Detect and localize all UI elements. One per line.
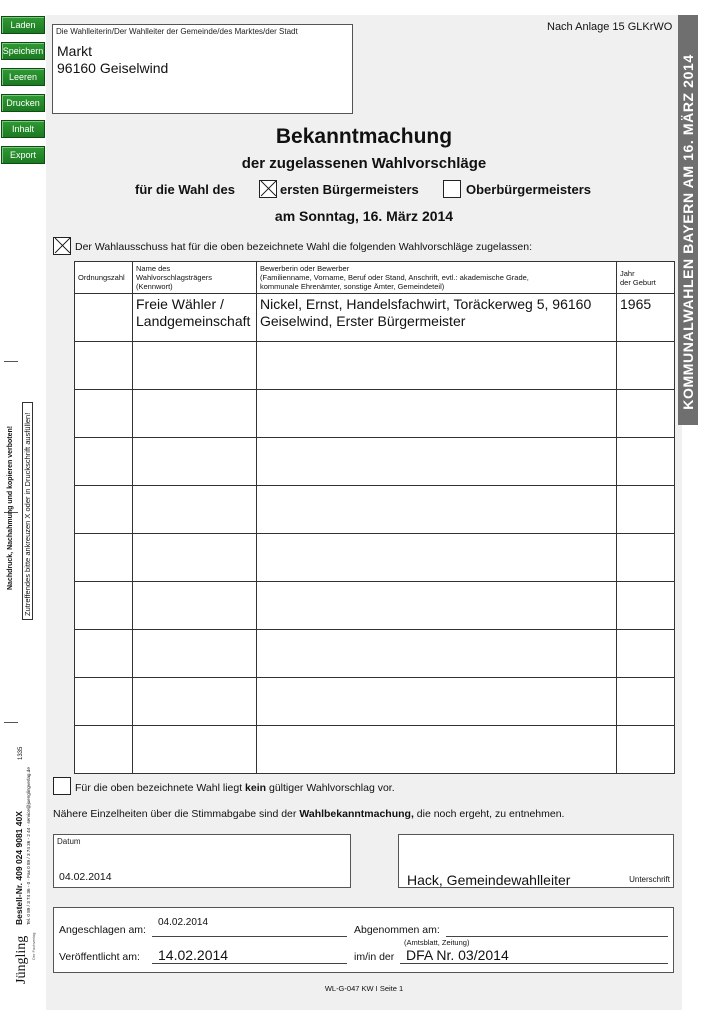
table-row xyxy=(75,294,675,342)
year-cell[interactable] xyxy=(617,582,675,630)
form-code: 1335 xyxy=(18,746,24,760)
year-cell[interactable] xyxy=(617,726,675,774)
publisher-sub: Der Fachverlag xyxy=(31,932,36,960)
posted-value[interactable]: 04.02.2014 xyxy=(158,917,209,928)
order-number: Bestell-Nr. 409 024 9081 40X xyxy=(14,811,24,925)
candidate-cell[interactable] xyxy=(257,582,617,630)
name-cell[interactable] xyxy=(133,534,257,582)
name-cell[interactable] xyxy=(133,726,257,774)
nominations-table xyxy=(74,261,675,774)
fold-mark xyxy=(4,361,18,362)
name-cell[interactable]: Freie Wähler / Landgemeinschaft xyxy=(133,294,257,342)
table-row xyxy=(75,678,675,726)
table-row xyxy=(75,582,675,630)
content-button[interactable]: Inhalt xyxy=(1,120,45,138)
candidate-cell[interactable] xyxy=(257,534,617,582)
save-button[interactable]: Speichern xyxy=(1,42,45,60)
table-header-row xyxy=(75,262,675,294)
order-cell[interactable] xyxy=(75,678,133,726)
authority-caption: Die Wahlleiterin/Der Wahlleiter der Gemeinde/des Marktes/der Stadt xyxy=(56,27,298,36)
year-cell[interactable] xyxy=(617,438,675,486)
table-row xyxy=(75,438,675,486)
removed-label: Abgenommen am: xyxy=(354,924,440,936)
candidate-cell[interactable] xyxy=(257,726,617,774)
authority-line2: 96160 Geiselwind xyxy=(57,60,169,76)
copyright-note: Nachdruck, Nachahmung und kopieren verboten! xyxy=(7,425,14,590)
page-subtitle: der zugelassenen Wahlvorschläge xyxy=(241,155,487,172)
signature-label: Unterschrift xyxy=(629,875,670,884)
published-value[interactable]: 14.02.2014 xyxy=(158,947,229,963)
name-cell[interactable] xyxy=(133,486,257,534)
year-cell[interactable] xyxy=(617,390,675,438)
signer-name: Hack, Gemeindewahlleiter xyxy=(407,872,571,888)
annex-reference: Nach Anlage 15 GLKrWO xyxy=(547,21,673,33)
header-year: Jahr der Geburt xyxy=(617,262,675,294)
year-cell[interactable] xyxy=(617,678,675,726)
in-label: im/in der xyxy=(354,951,395,963)
authority-box[interactable] xyxy=(52,24,353,114)
table-row xyxy=(75,726,675,774)
first-mayor-checkbox[interactable] xyxy=(259,180,277,198)
in-value[interactable]: DFA Nr. 03/2014 xyxy=(406,947,509,963)
first-mayor-label: ersten Bürgermeisters xyxy=(280,182,419,197)
form-footer: WL-G-047 KW I Seite 1 xyxy=(324,984,404,993)
load-button[interactable]: Laden xyxy=(1,16,45,34)
year-cell[interactable]: 1965 xyxy=(617,294,675,342)
year-cell[interactable] xyxy=(617,342,675,390)
order-cell[interactable] xyxy=(75,582,133,630)
details-text: Nähere Einzelheiten über die Stimmabgabe sind der Wahlbekanntmachung, die noch ergeht, zu entnehmen. xyxy=(53,808,565,820)
table-row xyxy=(75,534,675,582)
order-cell[interactable] xyxy=(75,390,133,438)
order-cell[interactable] xyxy=(75,438,133,486)
year-cell[interactable] xyxy=(617,534,675,582)
name-cell[interactable] xyxy=(133,342,257,390)
clear-button[interactable]: Leeren xyxy=(1,68,45,86)
candidate-cell[interactable] xyxy=(257,390,617,438)
name-cell[interactable] xyxy=(133,630,257,678)
signature-box[interactable] xyxy=(398,834,674,888)
admission-checkbox[interactable] xyxy=(53,237,71,255)
authority-line1: Markt xyxy=(57,43,92,59)
posted-label: Angeschlagen am: xyxy=(59,924,146,936)
candidate-cell[interactable] xyxy=(257,678,617,726)
candidate-cell[interactable] xyxy=(257,342,617,390)
medium-caption: (Amtsblatt, Zeitung) xyxy=(404,938,470,947)
header-order: Ordnungszahl xyxy=(75,262,133,294)
publisher-contact: Tel. 0 89 / 3 74 36 - 0 · Fax 0 89 / 3 74 36 - 2 44 · service@juenglingverlag.de xyxy=(26,767,31,925)
removed-line xyxy=(446,936,668,937)
year-cell[interactable] xyxy=(617,630,675,678)
header-candidate: Bewerberin oder Bewerber (Familienname, Vorname, Beruf oder Stand, Anschrift, evtl.: akademische Grade, kommunale Ehrenämter, sonstige Ämter, Gemeindeteil) xyxy=(257,262,617,294)
date-value: 04.02.2014 xyxy=(59,871,112,883)
order-cell[interactable] xyxy=(75,342,133,390)
no-valid-checkbox[interactable] xyxy=(53,777,71,795)
no-valid-text: Für die oben bezeichnete Wahl liegt kein gültiger Wahlvorschlag vor. xyxy=(75,782,395,794)
name-cell[interactable] xyxy=(133,582,257,630)
table-row xyxy=(75,390,675,438)
table-row xyxy=(75,342,675,390)
published-line xyxy=(152,963,347,964)
posted-line xyxy=(152,936,347,937)
date-label: Datum xyxy=(57,837,81,846)
print-button[interactable]: Drucken xyxy=(1,94,45,112)
posting-box xyxy=(53,907,674,973)
name-cell[interactable] xyxy=(133,438,257,486)
date-box[interactable] xyxy=(53,834,351,888)
order-cell[interactable] xyxy=(75,534,133,582)
publisher-logo: Jüngling xyxy=(14,935,29,984)
election-date: am Sonntag, 16. März 2014 xyxy=(274,208,454,224)
published-label: Veröffentlicht am: xyxy=(59,951,140,963)
admission-text: Der Wahlausschuss hat für die oben bezeichnete Wahl die folgenden Wahlvorschläge zugelassen: xyxy=(75,241,533,253)
in-line xyxy=(400,963,668,964)
table-row xyxy=(75,630,675,678)
candidate-cell[interactable] xyxy=(257,438,617,486)
order-cell[interactable] xyxy=(75,726,133,774)
side-banner-text: KOMMUNALWAHLEN BAYERN AM 16. MÄRZ 2014 xyxy=(680,54,696,410)
name-cell[interactable] xyxy=(133,678,257,726)
fold-mark xyxy=(4,722,18,723)
page-title: Bekanntmachung xyxy=(275,125,453,148)
year-cell[interactable] xyxy=(617,486,675,534)
lord-mayor-checkbox[interactable] xyxy=(443,180,461,198)
name-cell[interactable] xyxy=(133,390,257,438)
header-name: Name des Wahlvorschlagsträgers (Kennwort) xyxy=(133,262,257,294)
table-row xyxy=(75,486,675,534)
export-button[interactable]: Export xyxy=(1,146,45,164)
candidate-cell[interactable]: Nickel, Ernst, Handelsfachwirt, Toräckerweg 5, 96160 Geiselwind, Erster Bürgermeister xyxy=(257,294,617,342)
candidate-cell[interactable] xyxy=(257,486,617,534)
election-prefix: für die Wahl des xyxy=(135,182,235,197)
lord-mayor-label: Oberbürgermeisters xyxy=(466,182,591,197)
fill-instruction: Zutreffendes bitte ankreuzen X oder in Druckschrift ausfüllen! xyxy=(22,402,33,620)
candidate-cell[interactable] xyxy=(257,630,617,678)
order-cell[interactable] xyxy=(75,486,133,534)
order-cell[interactable] xyxy=(75,630,133,678)
order-cell[interactable] xyxy=(75,294,133,342)
